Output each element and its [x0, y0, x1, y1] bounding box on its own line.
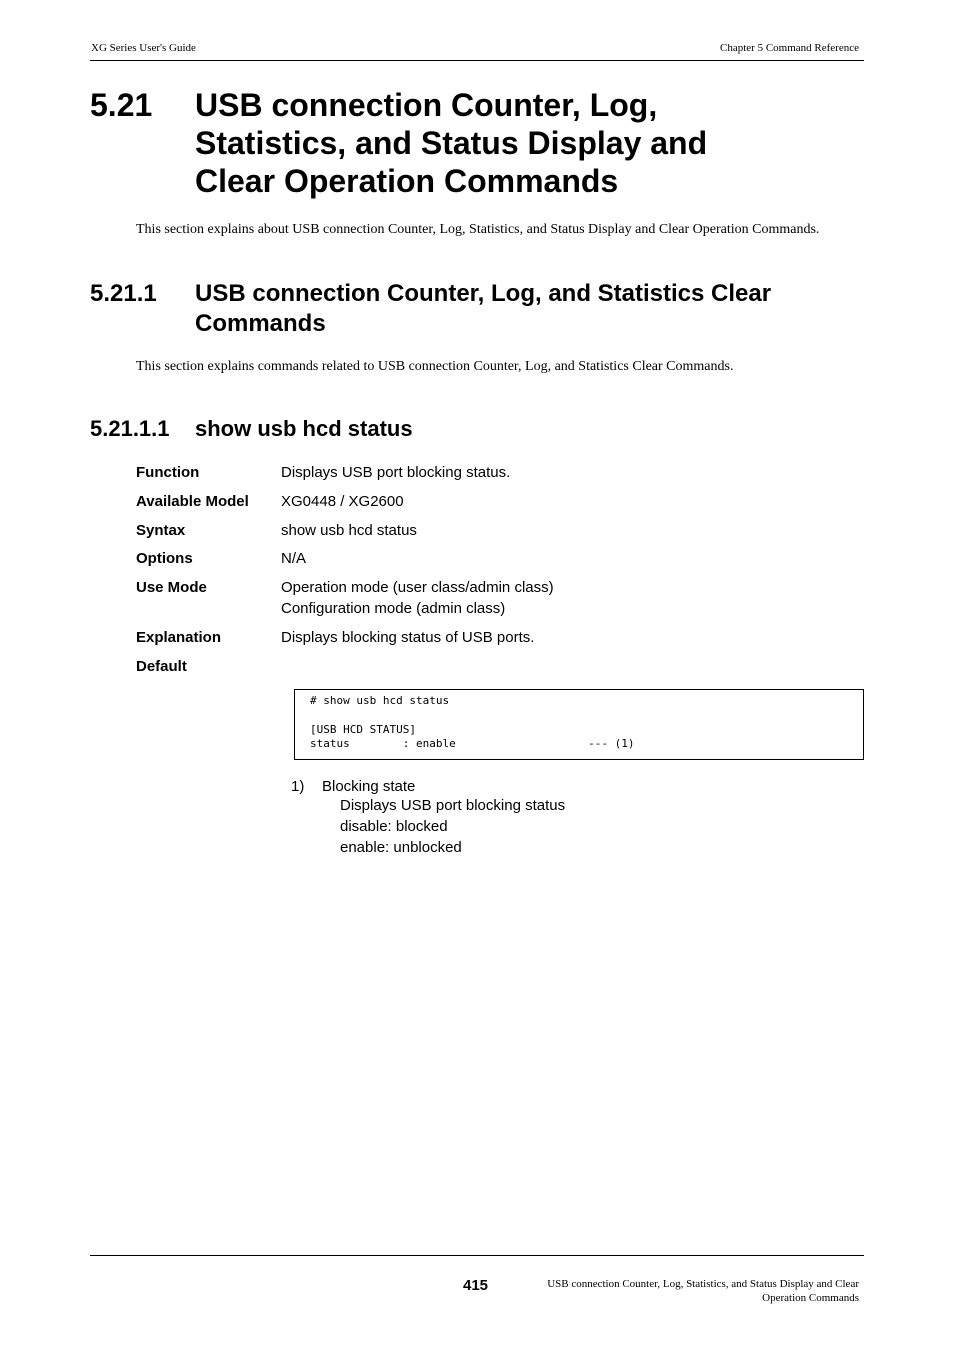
- function-value: Displays USB port blocking status.: [281, 464, 511, 481]
- code-line: # show usb hcd status: [310, 694, 450, 707]
- footer-title-line: Operation Commands: [762, 1291, 859, 1304]
- model-value: XG0448 / XG2600: [281, 493, 404, 510]
- subsection-title: [195, 279, 771, 339]
- subsection-title-line: Commands: [195, 310, 326, 337]
- subsection-title-line: USB connection Counter, Log, and Statistics Clear: [195, 280, 772, 307]
- note-line: enable: unblocked: [340, 839, 462, 856]
- note-title: Blocking state: [322, 778, 416, 795]
- code-example-box: [294, 689, 864, 760]
- syntax-value: show usb hcd status: [281, 522, 417, 539]
- header-rule: [90, 60, 864, 61]
- section-title-line: USB connection Counter, Log,: [195, 87, 658, 123]
- model-label: Available Model: [136, 493, 249, 510]
- function-label: Function: [136, 464, 200, 481]
- page-number: 415: [463, 1277, 489, 1294]
- use-mode-label: Use Mode: [136, 579, 207, 596]
- section-intro: This section explains about USB connection Counter, Log, Statistics, and Status Display and Clear Operation Commands.: [136, 222, 820, 237]
- section-title-line: Statistics, and Status Display and: [195, 125, 708, 161]
- note-marker: 1): [291, 778, 305, 795]
- header-guide-title: XG Series User's Guide: [91, 42, 196, 54]
- note-line: Displays USB port blocking status: [340, 797, 566, 814]
- explanation-value: Displays blocking status of USB ports.: [281, 629, 535, 646]
- command-title: show usb hcd status: [195, 416, 413, 441]
- subsection-number: 5.21.1: [90, 280, 157, 307]
- command-number: 5.21.1.1: [90, 416, 170, 441]
- footer-section-title: [547, 1278, 859, 1305]
- options-label: Options: [136, 550, 193, 567]
- section-title: [195, 86, 707, 200]
- footer-rule: [90, 1255, 864, 1256]
- section-number: 5.21: [90, 87, 153, 123]
- code-line: status : enable --- (1): [310, 737, 635, 750]
- note-line: disable: blocked: [340, 818, 448, 835]
- use-mode-line: Operation mode (user class/admin class): [281, 579, 554, 596]
- note-lines: [340, 795, 565, 858]
- default-label: Default: [136, 658, 187, 675]
- footer-title-line: USB connection Counter, Log, Statistics, and Status Display and Clear: [547, 1278, 859, 1290]
- code-line: [USB HCD STATUS]: [310, 723, 416, 736]
- use-mode-value: [281, 577, 554, 619]
- header-chapter-title: Chapter 5 Command Reference: [720, 42, 859, 54]
- options-value: N/A: [281, 550, 307, 567]
- explanation-label: Explanation: [136, 629, 222, 646]
- use-mode-line: Configuration mode (admin class): [281, 600, 506, 617]
- section-title-line: Clear Operation Commands: [195, 163, 619, 199]
- subsection-intro: This section explains commands related to USB connection Counter, Log, and Statistics Clear Commands.: [136, 359, 734, 374]
- syntax-label: Syntax: [136, 522, 186, 539]
